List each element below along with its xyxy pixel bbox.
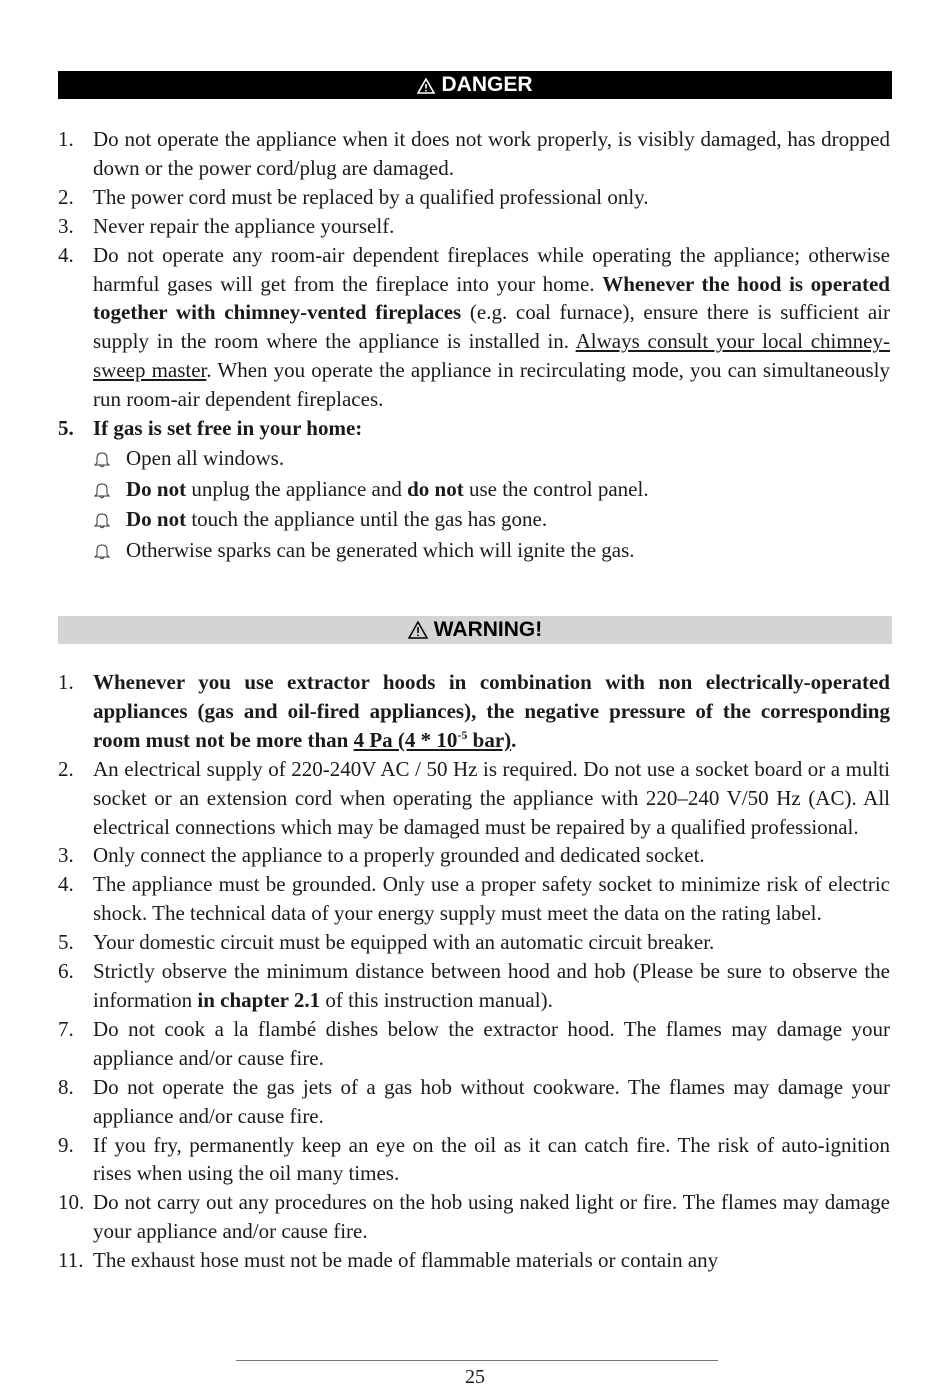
warning-triangle-icon — [408, 621, 428, 639]
list-item: 1. Do not operate the appliance when it does not work properly, is visibly damaged, has dropped down or the power cord/plug are damaged. — [58, 127, 890, 180]
list-item: 2. The power cord must be replaced by a qualified professional only. — [58, 184, 649, 209]
list-item: 10. Do not carry out any procedures on the hob using naked light or fire. The flames may damage your appliance and/or cause fire. — [58, 1190, 890, 1244]
footer-divider — [236, 1360, 718, 1361]
sub-item: Otherwise sparks can be generated which will ignite the gas. — [58, 536, 890, 566]
danger-list — [58, 125, 890, 566]
warning-title: WARNING! — [433, 618, 543, 641]
sub-item: Do not unplug the appliance and do not use the control panel. — [58, 475, 890, 505]
list-item: 1. Whenever you use extractor hoods in combination with non electrically-operated appliances (gas and oil-fired appliances), the negative pressure of the corresponding room must not be more than 4 Pa ($4 * 10^{-5}$ bar). — [58, 670, 890, 752]
sub-item: Do not touch the appliance until the gas has gone. — [58, 505, 890, 535]
danger-banner — [58, 71, 892, 99]
pressure-limit: 4 Pa ($4 * 10^{-5}$ bar) — [353, 727, 512, 752]
list-item: 4. The appliance must be grounded. Only use a proper safety socket to minimize risk of electric shock. The technical data of your energy supply must meet the data on the rating label. — [58, 872, 890, 926]
bell-icon — [94, 481, 110, 499]
danger-title: DANGER — [441, 73, 533, 96]
list-item: 8. Do not operate the gas jets of a gas hob without cookware. The flames may damage your appliance and/or cause fire. — [58, 1074, 890, 1128]
bell-icon — [94, 511, 110, 529]
list-item: 11. The exhaust hose must not be made of flammable materials or contain any — [58, 1248, 719, 1273]
list-item: 3. Only connect the appliance to a properly grounded and dedicated socket. — [58, 843, 705, 868]
warning-triangle-icon — [417, 78, 435, 94]
list-item: 4. Do not operate any room-air dependent fireplaces while operating the appliance; otherwise harmful gases will get from the fireplace into your home. Whenever the hood is operated together with chimney-vented fireplaces (e.g. coal furnace), ensure there is sufficient air supply in the room where the appliance is installed in. Always consult your local chimney-sweep master. When you operate the appliance in recirculating mode, you can simultaneously run room-air dependent fireplaces. — [58, 242, 891, 412]
warning-banner — [58, 616, 892, 644]
list-item: 3. Never repair the appliance yourself. — [58, 213, 395, 238]
list-item: 7. Do not cook a la flambé dishes below the extractor hood. The flames may damage your appliance and/or cause fire. — [58, 1016, 890, 1070]
list-item: 5. Your domestic circuit must be equipped with an automatic circuit breaker. — [58, 930, 715, 955]
list-item: 5. If gas is set free in your home: — [58, 416, 363, 441]
bell-icon — [94, 542, 110, 560]
chimney-sweep-advice: Always consult your local chimney-sweep master — [93, 329, 890, 383]
list-item: 9. If you fry, permanently keep an eye on the oil as it can catch fire. The risk of auto-ignition rises when using the oil many times. — [58, 1132, 890, 1186]
list-item: 6. Strictly observe the minimum distance between hood and hob (Please be sure to observe the information in chapter 2.1 of this instruction manual). — [58, 959, 890, 1012]
page-number: 25 — [465, 1366, 485, 1388]
bell-icon — [94, 450, 110, 468]
warning-list — [58, 668, 890, 1275]
list-item: 2. An electrical supply of 220-240V AC / 50 Hz is required. Do not use a socket board or a multi socket or an extension cord when operating the appliance with 220–240 V/50 Hz (AC). All electrical connections which may be damaged must be repaired by a qualified professional. — [58, 756, 890, 839]
sub-item: Open all windows. — [58, 444, 890, 474]
